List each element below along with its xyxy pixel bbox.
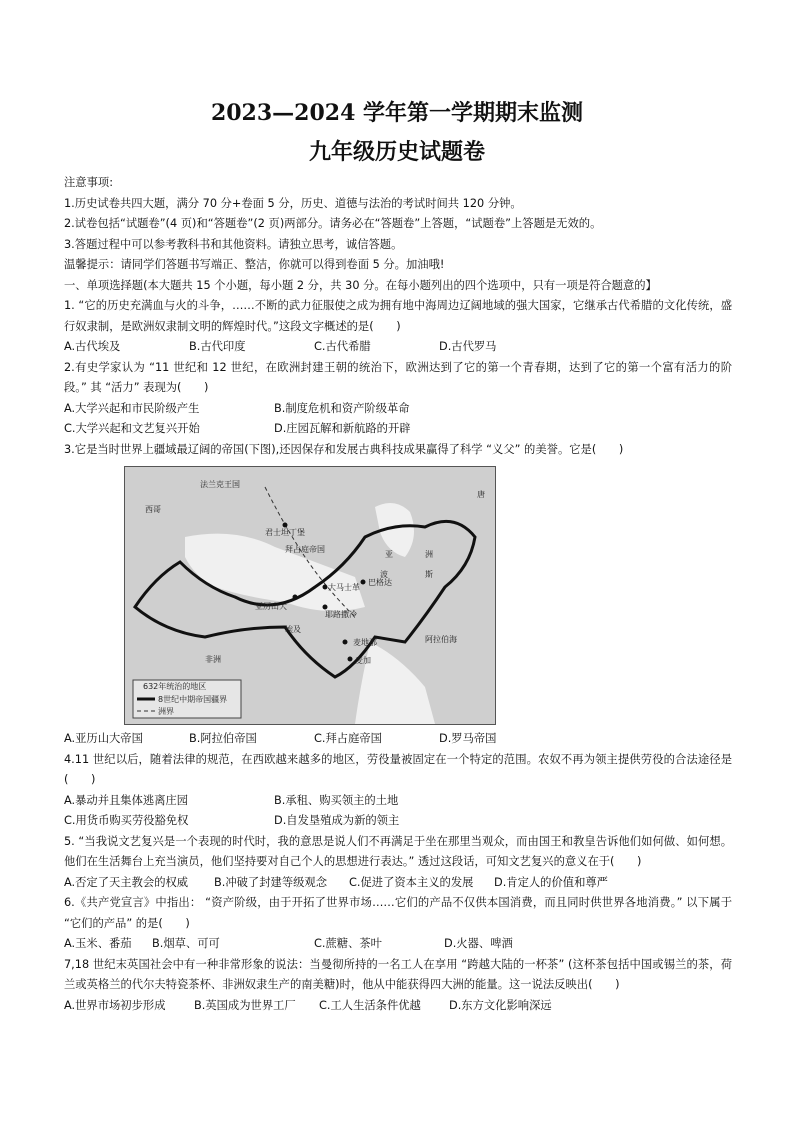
city-dot [343, 640, 348, 645]
option-b: B.英国成为世界工厂 [194, 998, 296, 1012]
map-label: 麦地那 [353, 638, 377, 647]
question-options-5 [64, 873, 732, 894]
map-label: 亚历山大 [255, 602, 287, 611]
section-heading: 一、单项选择题(本大题共 15 个小题，每小题 2 分，共 30 分。在每小题列出的四个选项中，只有一项是符合题意的】 [64, 278, 657, 292]
option-b: B.制度危机和资产阶级革命 [274, 401, 410, 415]
city-dot [348, 657, 353, 662]
map-label: 唐 [477, 490, 485, 499]
option-a: A.大学兴起和市民阶级产生 [64, 401, 200, 415]
note-item: 2.试卷包括“试题卷”(4 页)和“答题卷”(2 页)两部分。请务必在“答题卷”上答题，“试题卷”上答题是无效的。 [64, 217, 602, 230]
option-d: D.肯定人的价值和尊严 [494, 875, 608, 889]
option-c: C.大学兴起和文艺复兴开始 [64, 422, 200, 435]
option-b: B.承租、购买领主的土地 [274, 793, 399, 807]
option-d: D.火器、啤酒 [444, 937, 513, 950]
option-a: A.暴动并且集体逃离庄园 [64, 793, 189, 807]
option-b: B.阿拉伯帝国 [189, 732, 257, 745]
city-dot [323, 605, 328, 610]
map-label: 亚 [385, 550, 393, 559]
historical-map [124, 466, 496, 725]
map-label: 大马士革 [328, 583, 360, 592]
exam-content [64, 173, 732, 1016]
tip-text: 温馨提示：请同学们答题书写端正、整洁，你就可以得到卷面 5 分。加油哦! [64, 258, 445, 271]
map-label: 洲 [425, 550, 433, 559]
option-c: C.工人生活条件优越 [319, 998, 421, 1012]
question-options-2a [64, 399, 732, 420]
map-label: 斯 [425, 570, 433, 579]
option-a: A.世界市场初步形成 [64, 998, 166, 1012]
option-d: D.庄园瓦解和新航路的开辟 [274, 422, 411, 435]
question-options-4a [64, 791, 732, 812]
map-svg [125, 467, 495, 724]
map-label: 非洲 [205, 655, 221, 664]
map-label: 波 [380, 570, 388, 579]
map-label: 麦加 [355, 656, 371, 665]
option-b: B.冲破了封建等级观念 [214, 875, 328, 889]
map-label: 埃及 [285, 625, 301, 634]
city-dot [293, 595, 298, 600]
option-d: D.东方文化影响深远 [449, 998, 552, 1012]
legend-continent-label: 洲界 [158, 707, 174, 716]
city-dot [283, 523, 288, 528]
map-label: 西哥 [145, 505, 161, 514]
city-dot [323, 585, 328, 590]
question-stem-7: 7,18 世纪末英国社会中有一种非常形象的说法：当曼彻所持的一名工人在享用 “跨越大陆的一杯茶” (这杯茶包括中国或锡兰的茶，荷兰或英格兰的代尔夫特瓷茶杯、非洲奴隶生产的南美糖)时，他从中能获得四大洲的能量。这一说法反映出( ) [64, 957, 732, 991]
legend-title: 632年统治的地区 [143, 682, 207, 691]
option-a: A.玉米、番茄 [64, 937, 132, 950]
question-stem-4: 4.11 世纪以后，随着法律的规范，在西欧越来越多的地区，劳役量被固定在一个特定的范围。农奴不再为领主提供劳役的合法途径是( ) [64, 752, 732, 786]
question-stem-3: 3.它是当时世界上疆域最辽阔的帝国(下图),还因保存和发展古典科技成果赢得了科学 “义父” 的美誉。它是( ) [64, 442, 624, 456]
map-label: 阿拉伯海 [425, 635, 457, 644]
option-a: A.亚历山大帝国 [64, 732, 143, 745]
exam-title: 2023—2024 学年第一学期期末监测 [210, 100, 584, 126]
map-label: 巴格达 [368, 578, 392, 587]
exam-subtitle: 九年级历史试题卷 [308, 139, 485, 165]
question-options-4b [64, 811, 732, 832]
option-c: C.促进了资本主义的发展 [349, 875, 474, 889]
option-c: C.蔗糖、茶叶 [314, 937, 382, 950]
question-options-1 [64, 337, 732, 358]
map-label: 君士坦丁堡 [265, 528, 305, 537]
question-stem-2: 2.有史学家认为 “11 世纪和 12 世纪，在欧洲封建王朝的统治下，欧洲达到了它的第一个青春期，达到了它的第一个富有活力的阶段。” 其 “活力” 表现为( ) [64, 360, 732, 394]
option-b: B.古代印度 [189, 340, 246, 353]
map-label: 耶路撒冷 [325, 610, 357, 619]
question-stem-1: 1. “它的历史充满血与火的斗争，……不断的武力征服使之成为拥有地中海周边辽阔地域的强大国家，它继承古代希腊的文化传统，盛行奴隶制，是欧洲奴隶制文明的辉煌时代。”这段文字概述的是( ) [64, 299, 732, 333]
option-c: C.古代希腊 [314, 340, 371, 353]
question-stem-5: 5. “当我说文艺复兴是一个表现的时代时，我的意思是说人们不再满足于坐在那里当观众，而由国王和教皇告诉他们如何做、如何想。他们在生活舞台上充当演员，他们坚持要对自己个人的思想进行表达。” 透过这段话，可知文艺复兴的意义在于( ) [64, 834, 732, 868]
notes-heading: 注意事项: [64, 176, 113, 189]
city-dot [361, 580, 366, 585]
question-options-3 [64, 729, 732, 750]
option-a: A.否定了天主教会的权威 [64, 875, 189, 889]
question-options-7 [64, 996, 732, 1017]
option-a: A.古代埃及 [64, 340, 121, 353]
legend-boundary-label: 8世纪中期帝国疆界 [158, 695, 228, 704]
question-options-2b [64, 419, 732, 440]
note-item: 1.历史试卷共四大题，满分 70 分+卷面 5 分，历史、道德与法治的考试时间共 120 分钟。 [64, 196, 522, 210]
map-label: 拜占庭帝国 [285, 545, 325, 554]
option-d: D.自发垦殖成为新的领主 [274, 814, 400, 827]
option-c: C.拜占庭帝国 [314, 732, 382, 745]
option-b: B.烟草、可可 [152, 937, 220, 950]
question-options-6 [64, 934, 732, 955]
option-d: D.古代罗马 [439, 340, 497, 353]
option-c: C.用货币购买劳役豁免权 [64, 814, 189, 827]
map-label: 法兰克王国 [200, 480, 240, 489]
option-d: D.罗马帝国 [439, 732, 497, 745]
note-item: 3.答题过程中可以参考教科书和其他资料。请独立思考，诚信答题。 [64, 237, 403, 251]
question-stem-6: 6.《共产党宣言》中指出： “资产阶级，由于开拓了世界市场……它们的产品不仅供本国消费，而且同时供世界各地消费。” 以下属于 “它们的产品” 的是( ) [64, 896, 732, 930]
